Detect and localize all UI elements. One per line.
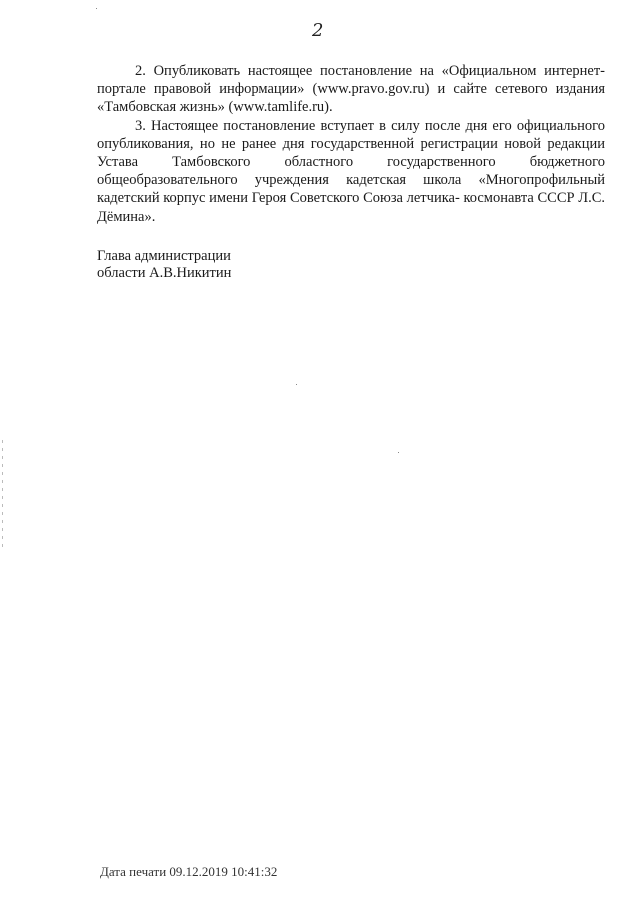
page-number: 2	[312, 20, 324, 41]
scan-artifact-dot	[96, 8, 97, 9]
print-date: Дата печати 09.12.2019 10:41:32	[100, 864, 278, 879]
signature-title: Глава администрации	[97, 248, 231, 264]
paragraph-publication: 2. Опубликовать настоящее постановление на «Официальном интернет-портале правовой информации» (www.pravo.gov.ru) и сайте сетевого издания «Тамбовская жизнь» (www.tamlife.ru).	[97, 63, 605, 116]
signature-block	[97, 248, 231, 282]
paragraph-entry-into-force: 3. Настоящее постановление вступает в силу после дня его официального опубликования, но не ранее дня государственной регистрации новой редакции Устава Тамбовского областного государственного бюджетного общеобразовательного учреждения кадетская школа «Многопрофильный кадетский корпус имени Героя Советского Союза летчика- космонавта СССР Л.С. Дёмина».	[97, 117, 605, 225]
scan-artifact-edge	[2, 440, 3, 550]
scan-artifact-dot	[296, 384, 297, 385]
signature-name: области А.В.Никитин	[97, 265, 232, 281]
document-body	[97, 62, 605, 226]
scan-artifact-dot	[398, 452, 399, 453]
